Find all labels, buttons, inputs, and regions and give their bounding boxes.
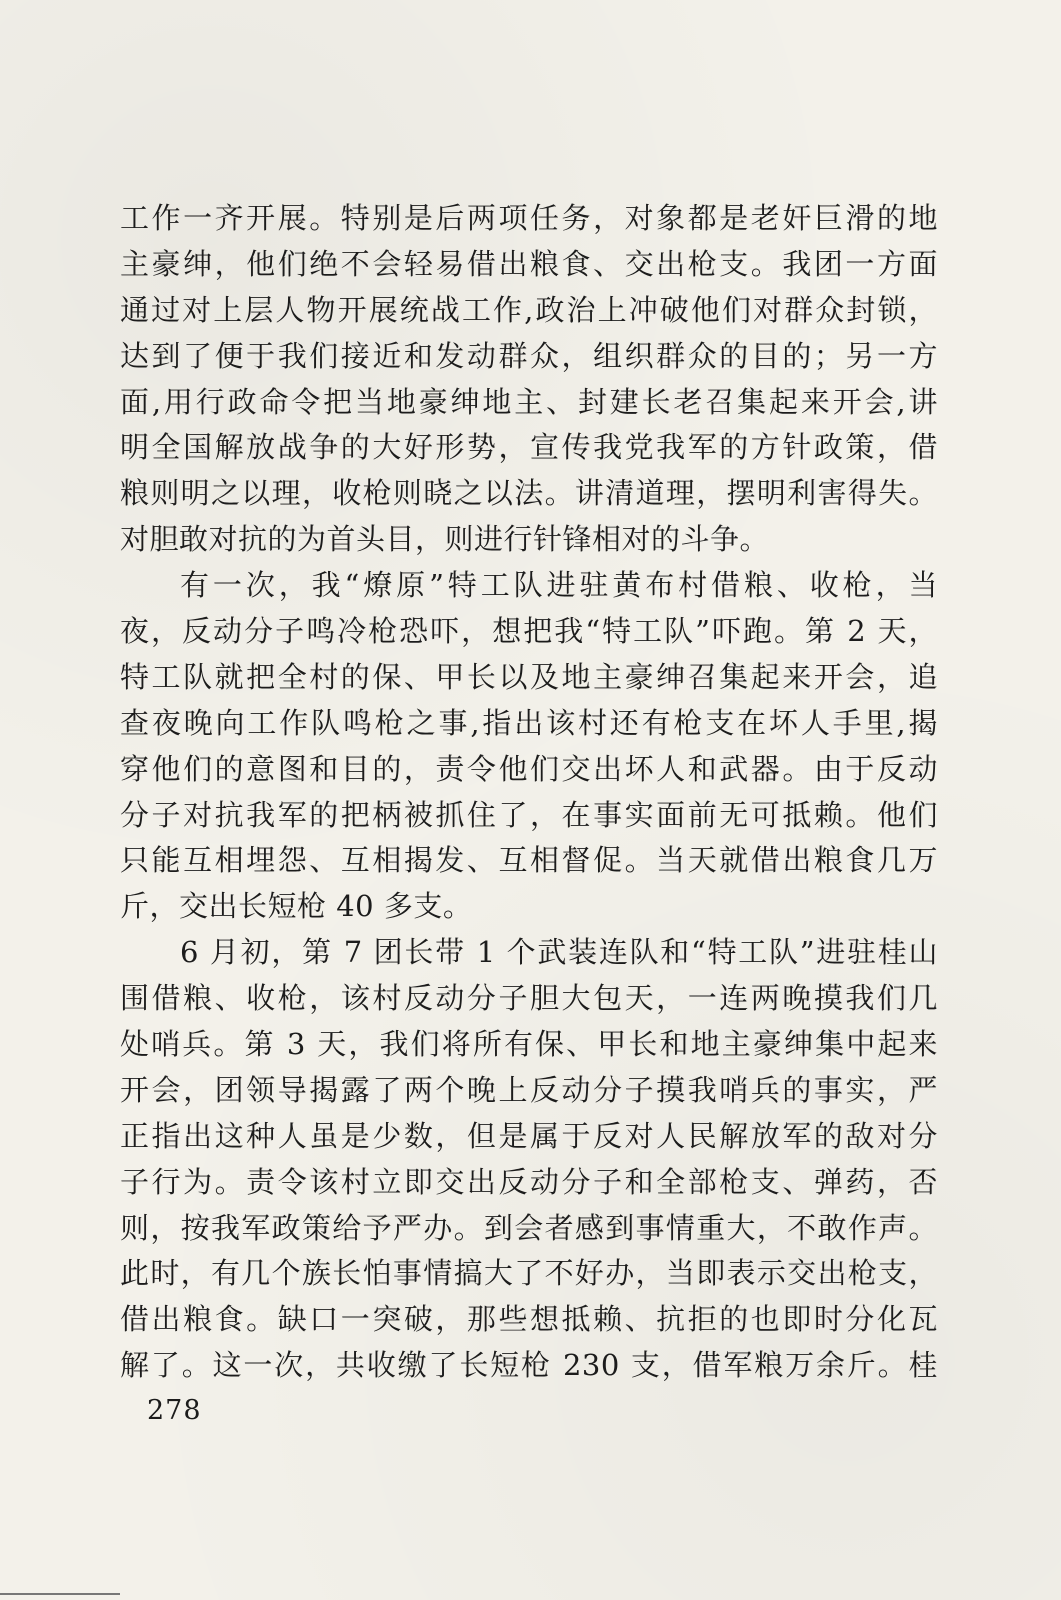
text-line: 达到了便于我们接近和发动群众，组织群众的目的；另一方 bbox=[120, 338, 938, 373]
text-line: 主豪绅，他们绝不会轻易借出粮食、交出枪支。我团一方面 bbox=[120, 246, 938, 281]
body-text bbox=[120, 196, 938, 1389]
text-line: 工作一齐开展。特别是后两项任务，对象都是老奸巨滑的地 bbox=[120, 201, 938, 235]
text-line: 面,用行政命令把当地豪绅地主、封建长老召集起来开会,讲 bbox=[120, 384, 938, 419]
text-line: 子行为。责令该村立即交出反动分子和全部枪支、弹药，否 bbox=[120, 1164, 938, 1199]
text-line: 分子对抗我军的把柄被抓住了，在事实面前无可抵赖。他们 bbox=[120, 797, 938, 832]
paragraph-3 bbox=[120, 930, 938, 1389]
text-line: 查夜晚向工作队鸣枪之事,指出该村还有枪支在坏人手里,揭 bbox=[120, 705, 938, 740]
text-line: 则，按我军政策给予严办。到会者感到事情重大，不敢作声。 bbox=[120, 1210, 938, 1245]
text-line: 对胆敢对抗的为首头目，则进行针锋相对的斗争。 bbox=[120, 522, 770, 557]
paragraph-1 bbox=[120, 196, 938, 563]
text-line: 粮则明之以理，收枪则晓之以法。讲清道理，摆明利害得失。 bbox=[120, 476, 938, 511]
text-line: 6 月初，第 7 团长带 1 个武装连队和“特工队”进驻桂山 bbox=[180, 935, 938, 970]
text-line: 处哨兵。第 3 天，我们将所有保、甲长和地主豪绅集中起来 bbox=[120, 1027, 938, 1062]
text-line: 解了。这一次，共收缴了长短枪 230 支，借军粮万余斤。桂 bbox=[120, 1348, 938, 1383]
text-line: 有一次，我“燎原”特工队进驻黄布村借粮、收枪，当 bbox=[180, 568, 938, 603]
text-line: 正指出这种人虽是少数，但是属于反对人民解放军的敌对分 bbox=[120, 1118, 938, 1153]
text-line: 穿他们的意图和目的，责令他们交出坏人和武器。由于反动 bbox=[120, 751, 938, 786]
text-line: 借出粮食。缺口一突破，那些想抵赖、抗拒的也即时分化瓦 bbox=[120, 1302, 938, 1337]
paragraph-2 bbox=[120, 563, 938, 930]
text-line: 夜，反动分子鸣冷枪恐吓，想把我“特工队”吓跑。第 2 天， bbox=[120, 614, 938, 649]
page-number: 278 bbox=[147, 1395, 202, 1426]
text-line: 开会，团领导揭露了两个晚上反动分子摸我哨兵的事实，严 bbox=[120, 1072, 938, 1107]
text-line: 特工队就把全村的保、甲长以及地主豪绅召集起来开会，追 bbox=[120, 659, 938, 694]
text-line: 此时，有几个族长怕事情搞大了不好办，当即表示交出枪支， bbox=[120, 1256, 938, 1291]
text-line: 围借粮、收枪，该村反动分子胆大包天，一连两晚摸我们几 bbox=[120, 981, 938, 1016]
text-line: 只能互相埋怨、互相揭发、互相督促。当天就借出粮食几万 bbox=[120, 843, 938, 878]
text-line: 明全国解放战争的大好形势，宣传我党我军的方针政策，借 bbox=[120, 430, 938, 465]
text-line: 通过对上层人物开展统战工作,政治上冲破他们对群众封锁， bbox=[120, 292, 938, 327]
text-line: 斤，交出长短枪 40 多支。 bbox=[120, 889, 473, 924]
page-edge-divider bbox=[0, 1593, 120, 1595]
